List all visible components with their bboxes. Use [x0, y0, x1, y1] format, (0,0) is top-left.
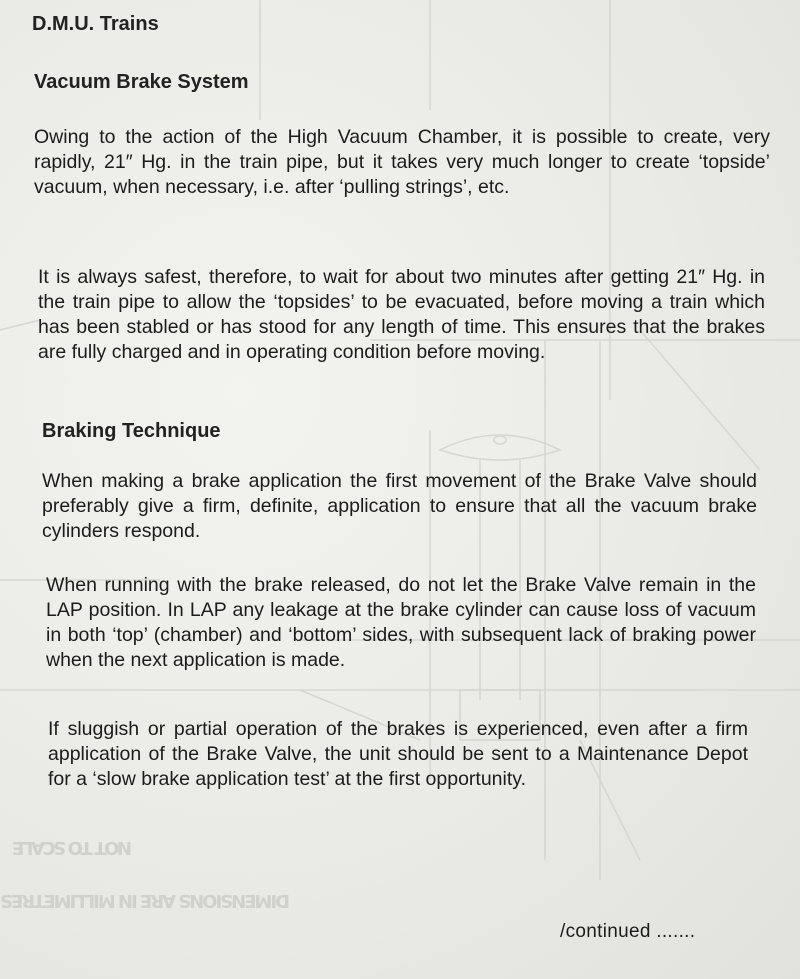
section-heading-braking-technique: Braking Technique: [42, 420, 221, 442]
document-title: D.M.U. Trains: [32, 13, 159, 35]
show-through-text-1: NOT TO SCALE: [12, 837, 132, 858]
paragraph-lap-position: When running with the brake released, do not let the Brake Valve remain in the LAP position. In LAP any leakage at the brake cylinder can cause loss of vacuum in both ‘top’ (chamber) and ‘bottom’ sides, with subsequent lack of braking power when the next application is made.: [46, 574, 756, 671]
paragraph-brake-application: When making a brake application the first movement of the Brake Valve should preferably give a firm, definite, application to ensure that all the vacuum brake cylinders respond.: [42, 470, 757, 542]
section-heading-vacuum-brake-system: Vacuum Brake System: [34, 71, 249, 93]
continued-note: /continued .......: [560, 921, 696, 942]
paragraph-high-vacuum-chamber: Owing to the action of the High Vacuum Chamber, it is possible to create, very rapidly, 21″ Hg. in the train pipe, but it takes very much longer to create ‘topside’ vacuum, when necessary, i.e. after ‘pulling strings’, etc.: [34, 126, 770, 198]
paragraph-sluggish-operation: If sluggish or partial operation of the brakes is experienced, even after a firm application of the Brake Valve, the unit should be sent to a Maintenance Depot for a ‘slow brake application test’ at the first opportunity.: [48, 718, 748, 790]
show-through-text-2: DIMENSIONS ARE IN MILLIMETRES: [0, 890, 290, 911]
paragraph-wait-before-moving: It is always safest, therefore, to wait for about two minutes after getting 21″ Hg. in the train pipe to allow the ‘topsides’ to be evacuated, before moving a train which has been stabled or has stood for any length of time. This ensures that the brakes are fully charged and in operating condition before moving.: [38, 266, 765, 363]
